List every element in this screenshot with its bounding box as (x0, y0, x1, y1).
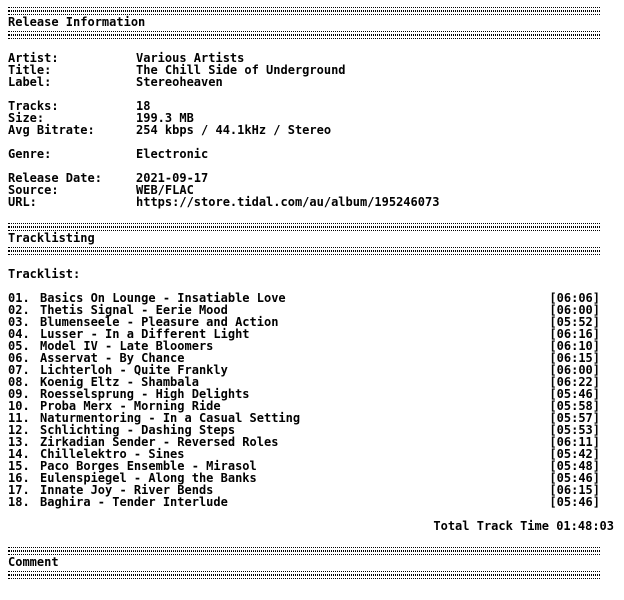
track-duration: [05:46] (549, 495, 600, 509)
track-duration: [05:46] (549, 387, 600, 401)
track-duration: [06:10] (549, 339, 600, 353)
field-genre (8, 148, 624, 160)
field-value: Electronic (136, 147, 209, 161)
track-title: Koenig Eltz - Shambala (40, 375, 199, 389)
field-label-name (8, 76, 624, 88)
field-label: Avg Bitrate: (8, 123, 95, 137)
track-number: 01. (8, 291, 30, 305)
track-duration: [06:22] (549, 375, 600, 389)
track-duration: [06:15] (549, 351, 600, 365)
separator-rule (8, 244, 600, 256)
total-track-time (8, 520, 614, 532)
track-duration: [05:52] (549, 315, 600, 329)
track-title: Baghira - Tender Interlude (40, 495, 228, 509)
track-number: 08. (8, 375, 30, 389)
track-duration: [05:57] (549, 411, 600, 425)
track-title: Naturmentoring - In a Casual Setting (40, 411, 301, 425)
section-heading-comment: Comment (8, 555, 59, 569)
track-number: 15. (8, 459, 30, 473)
track-title: Model IV - Late Bloomers (40, 339, 214, 353)
track-number: 05. (8, 339, 30, 353)
track-duration: [06:15] (549, 483, 600, 497)
track-number: 17. (8, 483, 30, 497)
track-number: 02. (8, 303, 30, 317)
track-duration: [05:46] (549, 471, 600, 485)
track-duration: [06:00] (549, 303, 600, 317)
track-duration: [06:16] (549, 327, 600, 341)
track-row (8, 496, 600, 508)
track-title: Schlichting - Dashing Steps (40, 423, 236, 437)
track-duration: [05:53] (549, 423, 600, 437)
section-heading-release-information: Release Information (8, 15, 146, 29)
track-number: 14. (8, 447, 30, 461)
field-label: Genre: (8, 147, 52, 161)
field-value: WEB/FLAC (136, 183, 194, 197)
track-title: Asservat - By Chance (40, 351, 185, 365)
field-value: Various Artists (136, 51, 245, 65)
track-number: 07. (8, 363, 30, 377)
track-title: Basics On Lounge - Insatiable Love (40, 291, 286, 305)
track-number: 04. (8, 327, 30, 341)
track-duration: [05:42] (549, 447, 600, 461)
field-label: URL: (8, 195, 37, 209)
tracklist (8, 292, 624, 508)
track-title: Blumenseele - Pleasure and Action (40, 315, 279, 329)
field-bitrate (8, 124, 624, 136)
field-label: Size: (8, 111, 45, 125)
url-link[interactable]: https://store.tidal.com/au/album/195246073 (136, 195, 440, 209)
field-label: Title: (8, 63, 52, 77)
track-number: 03. (8, 315, 30, 329)
track-number: 11. (8, 411, 30, 425)
track-number: 16. (8, 471, 30, 485)
field-value: 199.3 MB (136, 111, 194, 125)
track-number: 18. (8, 495, 30, 509)
track-title: Thetis Signal - Eerie Mood (40, 303, 228, 317)
separator-rule (8, 220, 600, 232)
track-title: Paco Borges Ensemble - Mirasol (40, 459, 257, 473)
field-label: Release Date: (8, 171, 102, 185)
field-value: 18 (136, 99, 151, 113)
track-duration: [05:58] (549, 399, 600, 413)
track-title: Lusser - In a Different Light (40, 327, 250, 341)
track-title: Proba Merx - Morning Ride (40, 399, 221, 413)
field-value: Stereoheaven (136, 75, 223, 89)
field-value: 2021-09-17 (136, 171, 209, 185)
field-value: The Chill Side of Underground (136, 63, 346, 77)
track-title: Innate Joy - River Bends (40, 483, 214, 497)
track-number: 12. (8, 423, 30, 437)
field-label: Tracks: (8, 99, 59, 113)
separator-rule (8, 28, 600, 40)
track-number: 10. (8, 399, 30, 413)
total-label: Total Track Time (433, 519, 549, 533)
section-heading-tracklisting: Tracklisting (8, 231, 95, 245)
track-duration: [06:06] (549, 291, 600, 305)
track-title: Chillelektro - Sines (40, 447, 185, 461)
total-value: 01:48:03 (556, 519, 614, 533)
track-duration: [06:00] (549, 363, 600, 377)
field-label: Source: (8, 183, 59, 197)
track-duration: [06:11] (549, 435, 600, 449)
field-label: Label: (8, 75, 52, 89)
field-release-date (8, 172, 624, 184)
track-duration: [05:48] (549, 459, 600, 473)
field-label: Artist: (8, 51, 59, 65)
track-number: 13. (8, 435, 30, 449)
tracklist-heading: Tracklist: (8, 267, 81, 281)
track-title: Roesselsprung - High Delights (40, 387, 250, 401)
track-number: 09. (8, 387, 30, 401)
field-tracks (8, 100, 624, 112)
track-title: Zirkadian Sender - Reversed Roles (40, 435, 279, 449)
field-title (8, 64, 624, 76)
track-title: Eulenspiegel - Along the Banks (40, 471, 257, 485)
separator-rule (8, 544, 600, 556)
field-url (8, 196, 624, 208)
separator-rule (8, 4, 600, 16)
separator-rule (8, 568, 600, 580)
track-number: 06. (8, 351, 30, 365)
track-title: Lichterloh - Quite Frankly (40, 363, 228, 377)
field-value: 254 kbps / 44.1kHz / Stereo (136, 123, 332, 137)
